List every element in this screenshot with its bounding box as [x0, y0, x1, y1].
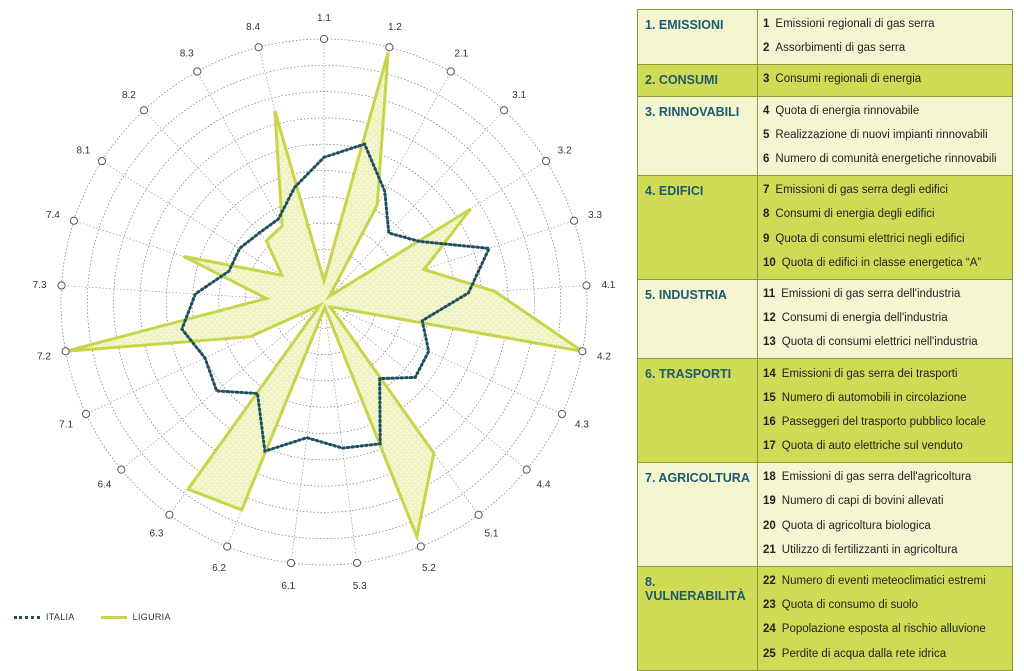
indicator-number: 4: [763, 104, 770, 117]
indicator-number: 17: [763, 440, 776, 453]
indicator-text: Realizzazione di nuovi impianti rinnovabili: [775, 128, 988, 141]
chart-legend: [14, 612, 197, 622]
indicator-row: [758, 593, 1012, 617]
axis-label: 7.4: [45, 209, 60, 221]
indicator-text: Quota di consumi elettrici negli edifici: [775, 232, 965, 245]
indicator-row: [758, 306, 1012, 330]
indicator-number: 14: [763, 367, 776, 380]
indicator-text: Numero di capi di bovini allevati: [781, 495, 944, 508]
series-liguria-area: [66, 52, 583, 536]
axis-marker: [500, 107, 507, 114]
axis-marker: [558, 410, 565, 417]
legend-item-liguria: [101, 612, 171, 622]
legend-item-italia: [14, 612, 75, 622]
indicator-row: [758, 36, 1012, 60]
indicator-number: 1: [763, 18, 770, 31]
legend-label-italia: ITALIA: [46, 612, 75, 622]
axis-label: 7.1: [59, 419, 74, 431]
axis-marker: [70, 217, 77, 224]
axis-marker: [287, 559, 294, 566]
axis-label: 1.1: [317, 13, 331, 24]
indicator-number: 6: [763, 153, 770, 166]
indicator-number: 2: [763, 42, 770, 55]
indicator-number: 23: [763, 599, 776, 612]
indicator-row: [758, 386, 1012, 410]
group-name: 2. CONSUMI: [638, 65, 758, 95]
indicator-number: 9: [763, 232, 770, 245]
axis-label: 8.4: [246, 22, 261, 33]
indicator-text: Consumi di energia dell'industria: [781, 312, 948, 325]
axis-marker: [583, 282, 590, 289]
indicator-number: 21: [763, 543, 776, 556]
indicator-text: Assorbimenti di gas serra: [775, 42, 906, 55]
indicator-number: 10: [763, 256, 776, 269]
axis-marker: [417, 543, 424, 550]
axis-label: 5.3: [352, 580, 367, 592]
axis-marker: [475, 511, 482, 518]
indicator-row: [758, 538, 1012, 562]
indicator-text: Quota di edifici in classe energetica “A”: [781, 256, 982, 269]
indicator-number: 19: [763, 495, 776, 508]
legend-swatch-liguria: [101, 616, 127, 619]
axis-label: 3.1: [512, 90, 527, 102]
group-name: 7. AGRICOLTURA: [638, 463, 758, 566]
group-name: 3. RINNOVABILI: [638, 97, 758, 176]
axis-marker: [579, 348, 586, 355]
indicator-row: [758, 147, 1012, 171]
indicator-text: Emissioni di gas serra dei trasporti: [781, 367, 958, 380]
axis-label: 6.2: [212, 563, 227, 574]
axis-marker: [98, 157, 105, 164]
indicator-text: Popolazione esposta al rischio alluvione: [781, 623, 986, 636]
axis-label: 6.3: [149, 528, 164, 540]
table-group: [638, 176, 1012, 280]
indicator-row: [758, 251, 1012, 275]
axis-marker: [353, 559, 360, 566]
legend-label-liguria: LIGURIA: [132, 612, 171, 622]
axis-label: 5.1: [484, 528, 499, 540]
axis-marker: [140, 107, 147, 114]
indicator-text: Quota di energia rinnovabile: [775, 104, 920, 117]
indicator-row: [758, 202, 1012, 226]
indicator-number: 8: [763, 208, 770, 221]
axis-label: 8.2: [121, 90, 136, 102]
indicator-row: [758, 282, 1012, 306]
axis-label: 6.1: [281, 580, 296, 592]
group-name: 4. EDIFICI: [638, 176, 758, 279]
indicator-row: [758, 617, 1012, 641]
indicator-row: [758, 489, 1012, 513]
axis-marker: [166, 511, 173, 518]
group-name: 1. EMISSIONI: [638, 10, 758, 64]
axis-label: 6.4: [97, 479, 112, 491]
indicator-text: Emissioni regionali di gas serra: [775, 18, 935, 31]
group-name: 5. INDUSTRIA: [638, 280, 758, 359]
axis-marker: [62, 348, 69, 355]
axis-label: 8.3: [179, 48, 194, 60]
indicator-row: [758, 569, 1012, 593]
axis-marker: [194, 68, 201, 75]
axis-marker: [82, 410, 89, 417]
axis-label: 3.3: [588, 209, 603, 221]
legend-swatch-italia: [14, 616, 40, 619]
axis-label: 3.2: [557, 145, 572, 157]
table-group: [638, 10, 1012, 65]
axis-marker: [320, 35, 327, 42]
indicator-text: Emissioni di gas serra dell'agricoltura: [781, 471, 972, 484]
indicator-text: Emissioni di gas serra degli edifici: [775, 184, 948, 197]
indicator-text: Numero di comunità energetiche rinnovabili: [775, 153, 997, 166]
series-liguria: [66, 52, 583, 536]
axis-label: 5.2: [421, 563, 436, 574]
indicator-text: Passeggeri del trasporto pubblico locale: [781, 415, 986, 428]
indicator-row: [758, 123, 1012, 147]
indicator-text: Utilizzo di fertilizzanti in agricoltura: [781, 543, 958, 556]
indicator-row: [758, 465, 1012, 489]
indicator-row: [758, 99, 1012, 123]
group-name: 8. VULNERABILITÀ: [638, 567, 758, 670]
indicator-number: 11: [763, 287, 776, 300]
axis-marker: [118, 466, 125, 473]
indicator-number: 13: [763, 336, 776, 349]
indicator-row: [758, 410, 1012, 434]
table-group: [638, 463, 1012, 567]
indicator-number: 3: [763, 73, 770, 86]
axis-marker: [58, 282, 65, 289]
indicator-text: Quota di consumo di suolo: [781, 599, 918, 612]
table-group: [638, 280, 1012, 360]
indicator-text: Numero di automobili in circolazione: [781, 391, 967, 404]
indicator-row: [758, 12, 1012, 36]
indicator-row: [758, 434, 1012, 458]
indicator-number: 12: [763, 312, 776, 325]
indicator-number: 5: [763, 128, 770, 141]
indicator-number: 15: [763, 391, 776, 404]
axis-marker: [255, 44, 262, 51]
indicator-text: Consumi di energia degli edifici: [775, 208, 935, 221]
indicator-row: [758, 361, 1012, 385]
axis-marker: [386, 44, 393, 51]
axis-label: 4.3: [574, 419, 589, 431]
table-group: [638, 65, 1012, 96]
table-group: [638, 97, 1012, 177]
indicator-number: 20: [763, 519, 776, 532]
axis-marker: [542, 157, 549, 164]
axis-label: 8.1: [76, 145, 91, 157]
axis-label: 4.4: [536, 479, 551, 491]
indicator-row: [758, 67, 1012, 91]
indicator-text: Numero di eventi meteoclimatici estremi: [781, 575, 986, 588]
indicator-number: 16: [763, 415, 776, 428]
axis-label: 1.2: [387, 22, 402, 33]
indicator-table: [637, 9, 1013, 671]
axis-label: 2.1: [454, 48, 469, 60]
indicator-number: 7: [763, 184, 770, 197]
table-group: [638, 359, 1012, 463]
axis-label: 4.2: [597, 351, 611, 363]
indicator-text: Perdite di acqua dalla rete idrica: [781, 647, 947, 660]
axis-marker: [571, 217, 578, 224]
axis-marker: [224, 543, 231, 550]
axis-label: 7.3: [32, 280, 47, 292]
axis-marker: [523, 466, 530, 473]
indicator-number: 24: [763, 623, 776, 636]
indicator-row: [758, 178, 1012, 202]
axis-label: 7.2: [37, 351, 51, 363]
indicator-text: Quota di agricoltura biologica: [781, 519, 931, 532]
table-group: [638, 567, 1012, 670]
indicator-text: Quota di consumi elettrici nell'industria: [781, 336, 978, 349]
indicator-text: Emissioni di gas serra dell'industria: [781, 287, 961, 300]
indicator-text: Quota di auto elettriche sul venduto: [781, 440, 963, 453]
group-name: 6. TRASPORTI: [638, 359, 758, 462]
indicator-row: [758, 227, 1012, 251]
indicator-row: [758, 642, 1012, 666]
indicator-number: 22: [763, 575, 776, 588]
indicator-text: Consumi regionali di energia: [775, 73, 922, 86]
axis-marker: [447, 68, 454, 75]
indicator-row: [758, 330, 1012, 354]
indicator-number: 18: [763, 471, 776, 484]
indicator-row: [758, 514, 1012, 538]
axis-label: 4.1: [601, 280, 616, 292]
indicator-number: 25: [763, 647, 776, 660]
